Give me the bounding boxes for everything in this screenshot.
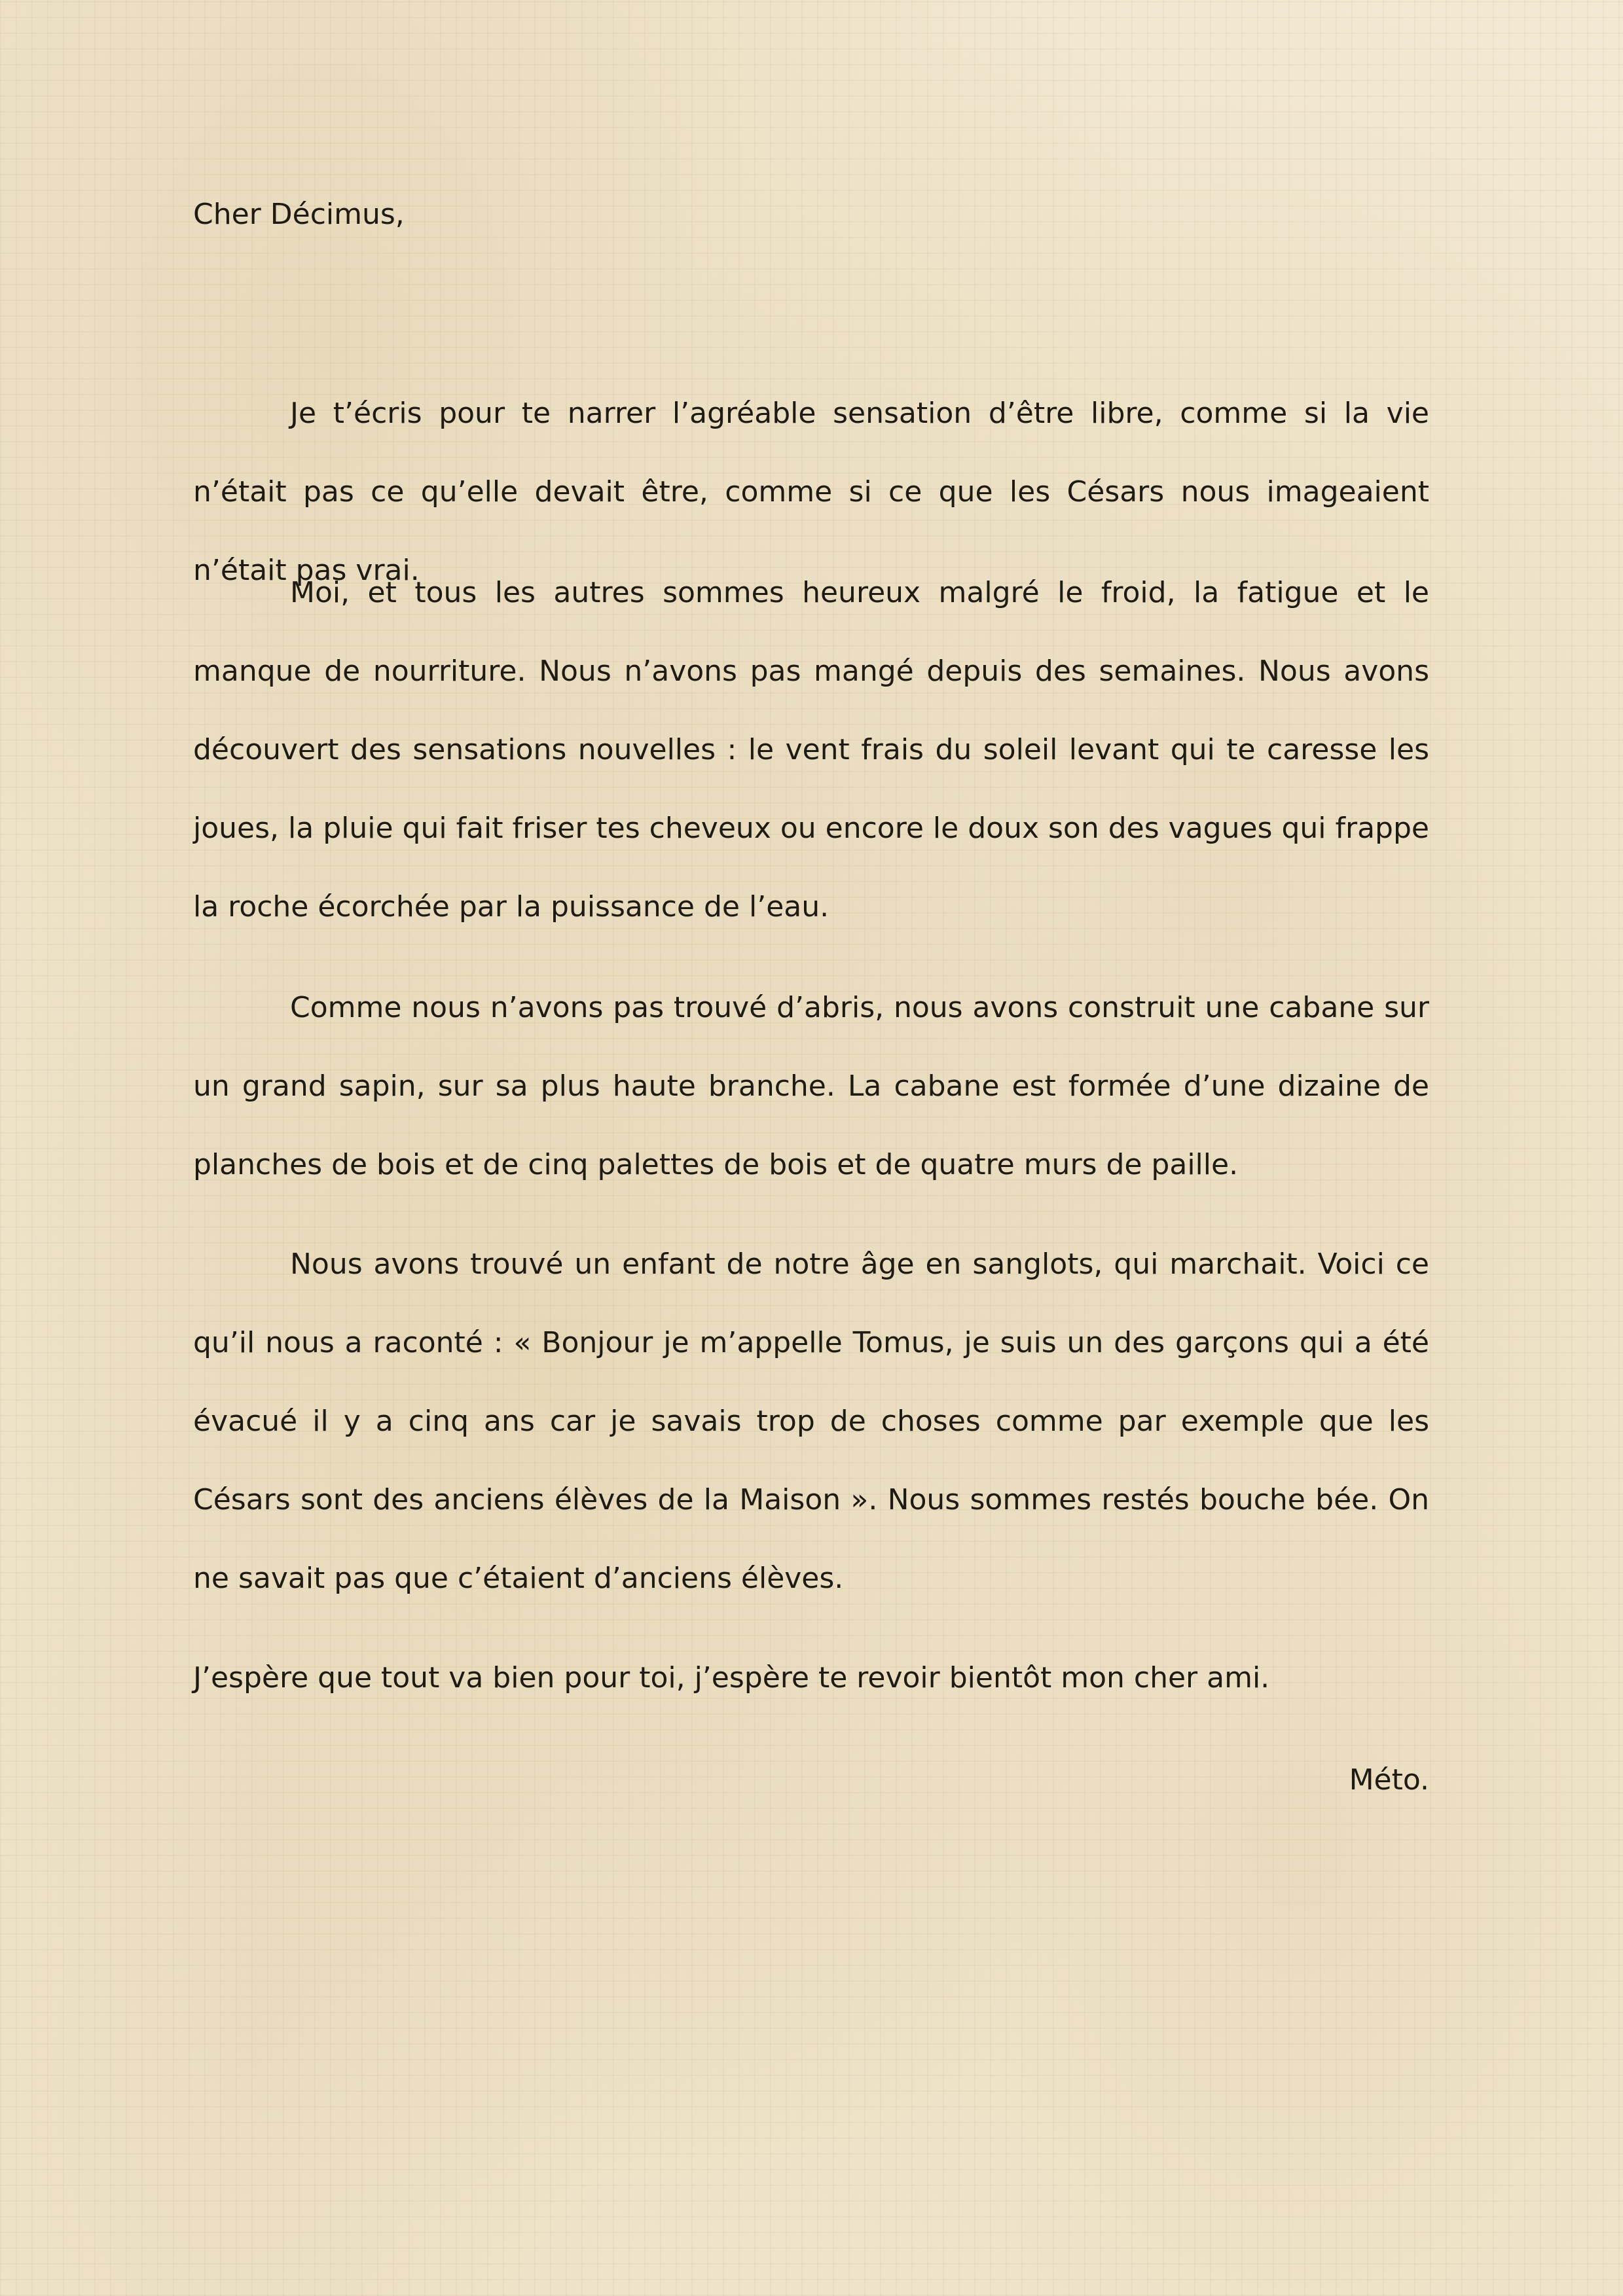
paragraph-freedom: Je t’écris pour te narrer l’agréable sensation d’être libre, comme si la vie n’était pas ce qu’elle devait être, comme si ce que les Césars nous imageaient n’était pas vrai. — [193, 397, 1429, 587]
closing-line: J’espère que tout va bien pour toi, j’espère te revoir bientôt mon cher ami. — [193, 1661, 1270, 1695]
paragraph-cabin: Comme nous n’avons pas trouvé d’abris, nous avons construit une cabane sur un grand sapin, sur sa plus haute branche. La cabane est formée d’une dizaine de planches de bois et de cinq palettes de bois et de quatre murs de paille. — [193, 991, 1429, 1181]
salutation: Cher Décimus, — [193, 198, 405, 231]
signature: Méto. — [1349, 1763, 1429, 1797]
paragraph-tomus: Nous avons trouvé un enfant de notre âge en sanglots, qui marchait. Voici ce qu’il nous a raconté : « Bonjour je m’appelle Tomus, je suis un des garçons qui a été évacué il y a cinq ans car je savais trop de choses comme par exemple que les Césars sont des anciens élèves de la Maison ». Nous sommes restés bouche bée. On ne savait pas que c’étaient d’anciens élèves. — [193, 1247, 1429, 1595]
paragraph-sensations: Moi, et tous les autres sommes heureux malgré le froid, la fatigue et le manque de nourriture. Nous n’avons pas mangé depuis des semaines. Nous avons découvert des sensations nouvelles : le vent frais du soleil levant qui te caresse les joues, la pluie qui fait friser tes cheveux ou encore le doux son des vagues qui frappe la roche écorchée par la puissance de l’eau. — [193, 576, 1429, 924]
